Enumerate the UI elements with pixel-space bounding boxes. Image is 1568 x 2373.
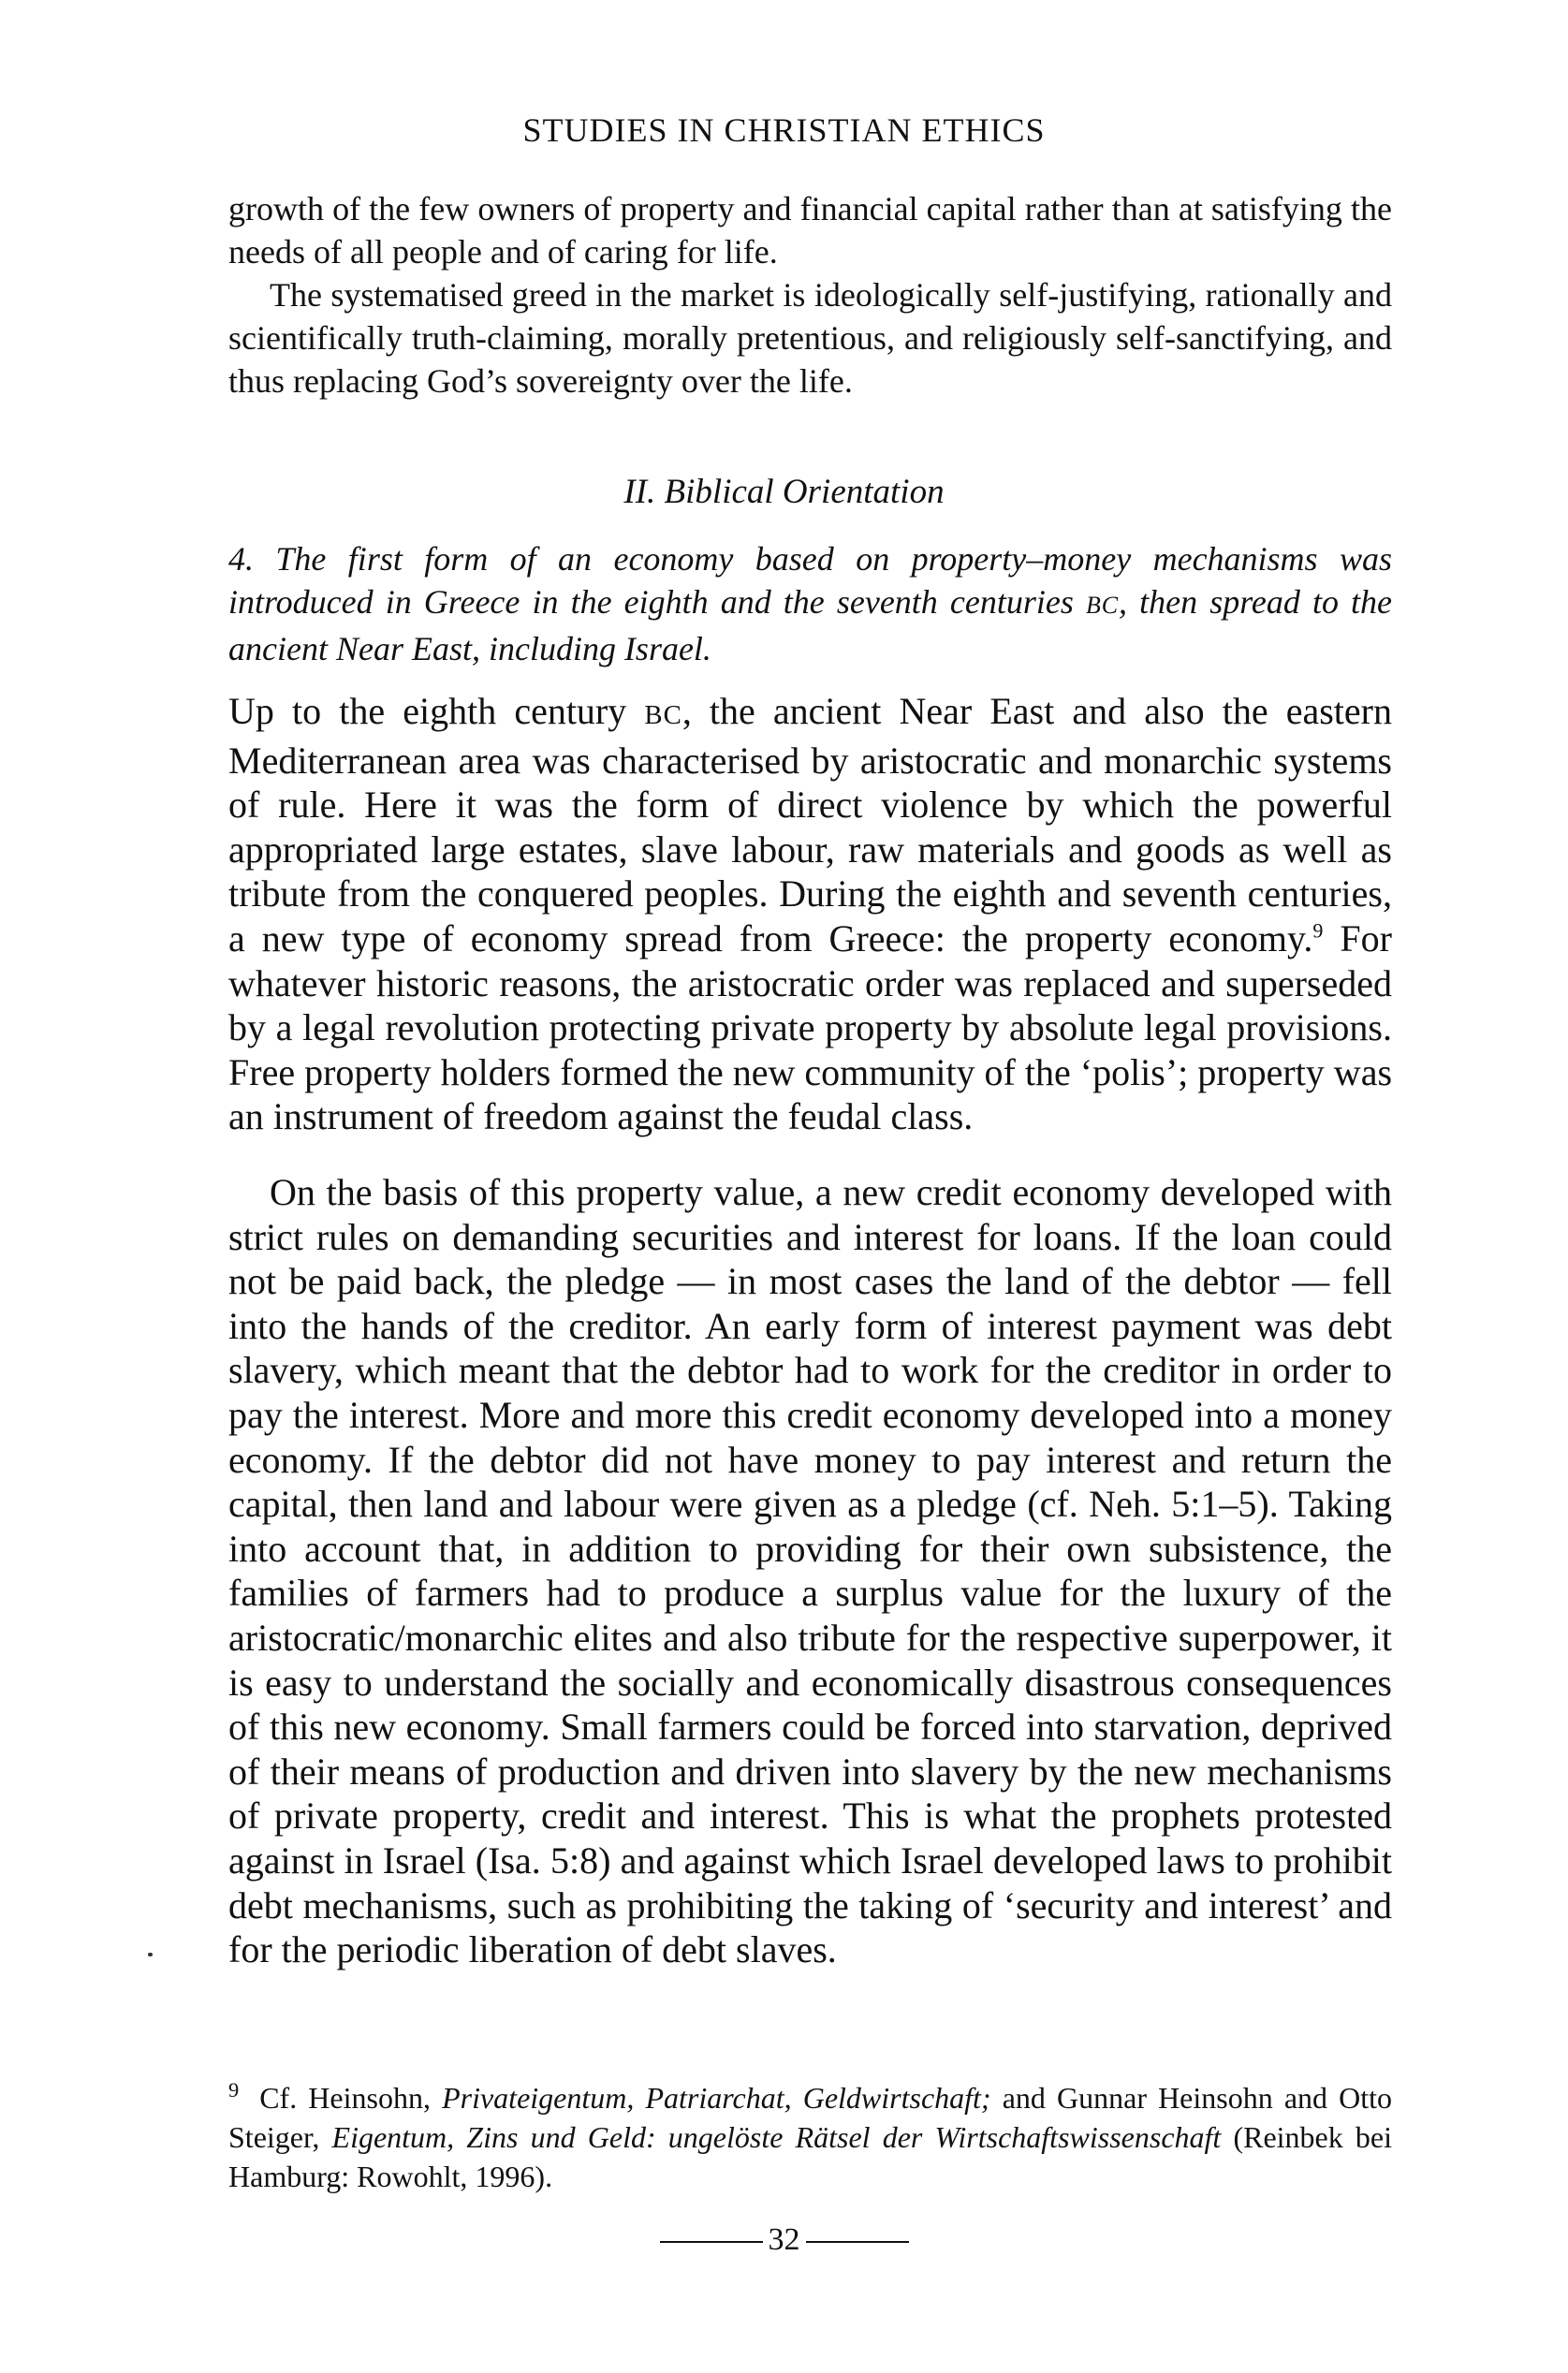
running-head: STUDIES IN CHRISTIAN ETHICS	[522, 111, 1046, 149]
thesis-era: BC	[1085, 592, 1120, 619]
thesis-statement	[228, 537, 1392, 670]
footnote-title: Eigentum, Zins und Geld: ungelöste Rätsel der Wirtschaftswissenschaft	[331, 2120, 1222, 2154]
intro-paragraph: growth of the few owners of property and financial capital rather than at satisfying the needs of all people and of caring for life.	[228, 190, 1392, 271]
body-text: Up to the eighth century	[228, 690, 627, 732]
body-paragraph	[228, 689, 1392, 1139]
thesis-number: 4.	[228, 540, 254, 578]
page-number: 32	[768, 2222, 800, 2257]
body-paragraph-2: On the basis of this property value, a new credit economy developed with strict rules on demanding securities and interest for loans. If the loan could not be paid back, the pledge — in most cases the land of the debtor — fell into the hands of the creditor. An early form of interest payment was debt slavery, which meant that the debtor had to work for the creditor in order to pay the interest. More and more this credit economy developed into a money economy. If the debtor did not have money to pay interest and return the capital, then land and labour were given as a pledge (cf. Neh. 5:1–5). Taking into account that, in addition to providing for their own subsistence, the families of farmers had to produce a surplus value for the luxury of the aristocratic/monarchic elites and also tribute for the respective superpower, it is easy to understand the socially and economically disastrous consequences of this new economy. Small farmers could be forced into starvation, deprived of their means of production and driven into slavery by the new mechanisms of private property, credit and interest. This is what the prophets protested against in Israel (Isa. 5:8) and against which Israel developed laws to prohibit debt mechanisms, such as prohibiting the taking of ‘security and interest’ and for the periodic liberation of debt slaves.	[228, 1171, 1392, 1971]
footnote-text: and Gunnar Heinsohn and Otto Steiger,	[228, 2081, 1393, 2154]
page-number-footer	[0, 2222, 1568, 2258]
footnote-title: Privateigentum, Patriarchat, Geldwirtschaft;	[442, 2081, 991, 2115]
footnote-reference: 9	[1312, 918, 1324, 943]
footnote-text: Cf. Heinsohn,	[259, 2081, 443, 2115]
section-heading: II. Biblical Orientation	[623, 473, 945, 511]
footnote-text: (Reinbek bei Hamburg: Rowohlt, 1996).	[228, 2120, 1393, 2193]
thesis-text-end: , then spread to the ancient Near East, including Israel.	[228, 583, 1393, 667]
era-abbrev: BC	[644, 700, 682, 730]
intro-paragraph-2: The systematised greed in the market is ideologically self-justifying, rationally and scientifically truth-claiming, morally pretentious, and religiously self-sanctifying, and thus replacing God’s sovereignty over the life.	[228, 276, 1392, 400]
margin-mark	[148, 1953, 153, 1956]
rule-right	[806, 2241, 909, 2243]
footnote-number: 9	[228, 2078, 240, 2102]
footnote	[228, 2078, 1392, 2196]
body-text: , the ancient Near East and also the eastern Mediterranean area was characterised by aristocratic and monarchic systems of rule. Here it was the form of direct violence by which the powerful appropriated large estates, slave labour, raw materials and goods as well as tribute from the conquered peoples. During the eighth and seventh centuries, a new type of economy spread from Greece: the property economy.	[228, 690, 1392, 959]
rule-left	[660, 2241, 763, 2243]
body-text: For whatever historic reasons, the aristocratic order was replaced and superseded by a legal revolution protecting private property by absolute legal provisions. Free property holders formed the new community of the ‘polis’; property was an instrument of freedom against the feudal class.	[228, 916, 1393, 1138]
thesis-text: The first form of an economy based on property–money mechanisms was introduced in Greece in the eighth and the seventh centuries	[228, 540, 1392, 621]
